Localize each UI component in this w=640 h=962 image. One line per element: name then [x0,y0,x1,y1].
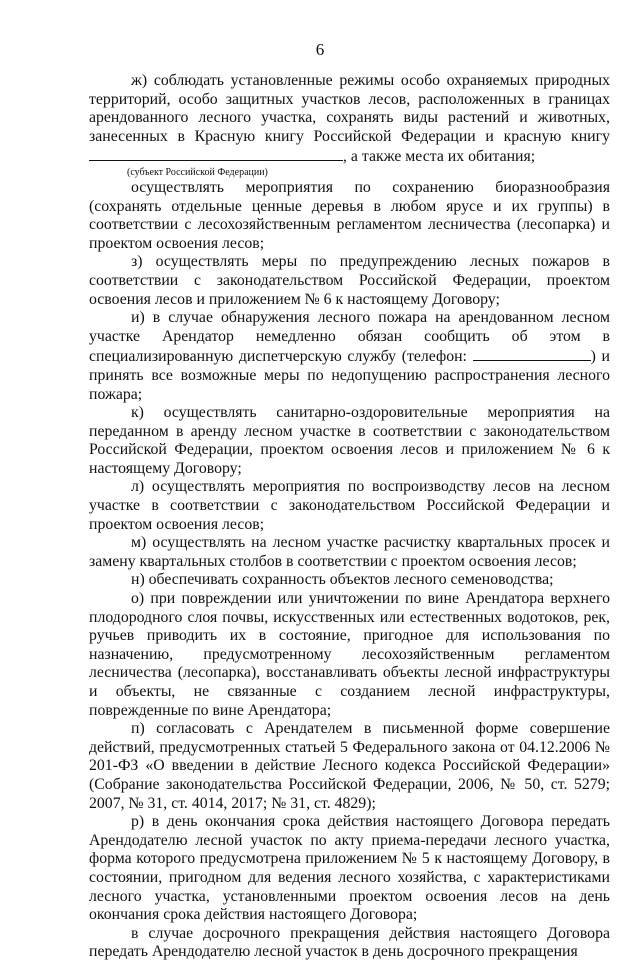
subject-blank-line [89,146,343,161]
paragraph-zh-text: ж) соблюдать установленные режимы особо охраняемых природных территорий, особо защитных участков лесов, расположенных в границах арендованного лесного участка, сохранять виды растений и животных, занесенных в Красную книгу Российской Федерации и красную книгу [89,72,610,145]
document-body [89,72,610,962]
paragraph-k: к) осуществлять санитарно-оздоровительные мероприятия на переданном в аренду лесном участке в соответствии с законодательством Российской Федерации, проектом освоения лесов и приложением № 6 к настоящему Договору; [89,404,610,477]
paragraph-l: л) осуществлять мероприятия по воспроизводству лесов на лесном участке в соответствии с законодательством Российской Федерации и проектом освоения лесов; [89,478,610,533]
paragraph-zh-tail: , а также места их обитания; [343,148,536,166]
paragraph-z: з) осуществлять меры по предупреждению лесных пожаров в соответствии с законодательством Российской Федерации, проектом освоения лесов и приложением № 6 к настоящему Договору; [89,253,610,308]
phone-blank-line [473,346,591,361]
paragraph-early-termination: в случае досрочного прекращения действия настоящего Договора передать Арендодателю лесной участок в день досрочного прекращения [89,924,610,961]
paragraph-biodiversity: осуществлять мероприятия по сохранению биоразнообразия (сохранять отдельные ценные деревья в любом ярусе и их группы) в соответствии с лесохозяйственным регламентом лесничества (лесопарка) и проектом освоения лесов; [89,178,610,252]
paragraph-r: р) в день окончания срока действия настоящего Договора передать Арендодателю лесной участок по акту приема-передачи лесного участка, форма которого предусмотрена приложением № 5 к настоящему Договору, в состоянии, пригодном для ведения лесного хозяйства, с характеристиками лесного участка, установленными проектом освоения лесов на день окончания срока действия настоящего Договора; [89,813,610,924]
paragraph-i-end: ) и принять все возможные меры по недопущению распространения лесного пожара; [89,348,610,403]
paragraph-n: н) обеспечивать сохранность объектов лесного семеноводства; [131,571,554,589]
page-number: 6 [315,40,325,59]
paragraph-p: п) согласовать с Арендателем в письменной форме совершение действий, предусмотренных статьей 5 Федерального закона от 04.12.2006 № 201-ФЗ «О введении в действие Лесного кодекса Российской Федерации» (Собрание законодательства Российской Федерации, 2006, № 50, ст. 5279; 2007, № 31, ст. 4014, 2017; № 31, ст. 4829); [89,720,610,812]
paragraph-o: о) при повреждении или уничтожении по вине Арендатора верхнего плодородного слоя почвы, искусственных или естественных водотоков, рек, ручьев приводить их в состояние, пригодное для использования по назначению, предусмотренному лесохозяйственным регламентом лесничества (лесопарка), восстанавливать объекты лесной инфраструктуры и объекты, не связанные с созданием лесной инфраструктуры, поврежденные по вине Арендатора; [89,590,610,719]
subject-caption: (субъект Российской Федерации) [127,166,268,178]
paragraph-i [89,309,610,404]
paragraph-i-start: и) в случае обнаружения лесного пожара на арендованном лесном участке Арендатор немедленно обязан сообщить об этом в специализированную диспетчерскую службу (телефон: [89,309,610,366]
paragraph-zh [89,72,610,167]
paragraph-m: м) осуществлять на лесном участке расчистку квартальных просек и замену квартальных столбов в соответствии с проектом освоения лесов; [89,534,610,570]
